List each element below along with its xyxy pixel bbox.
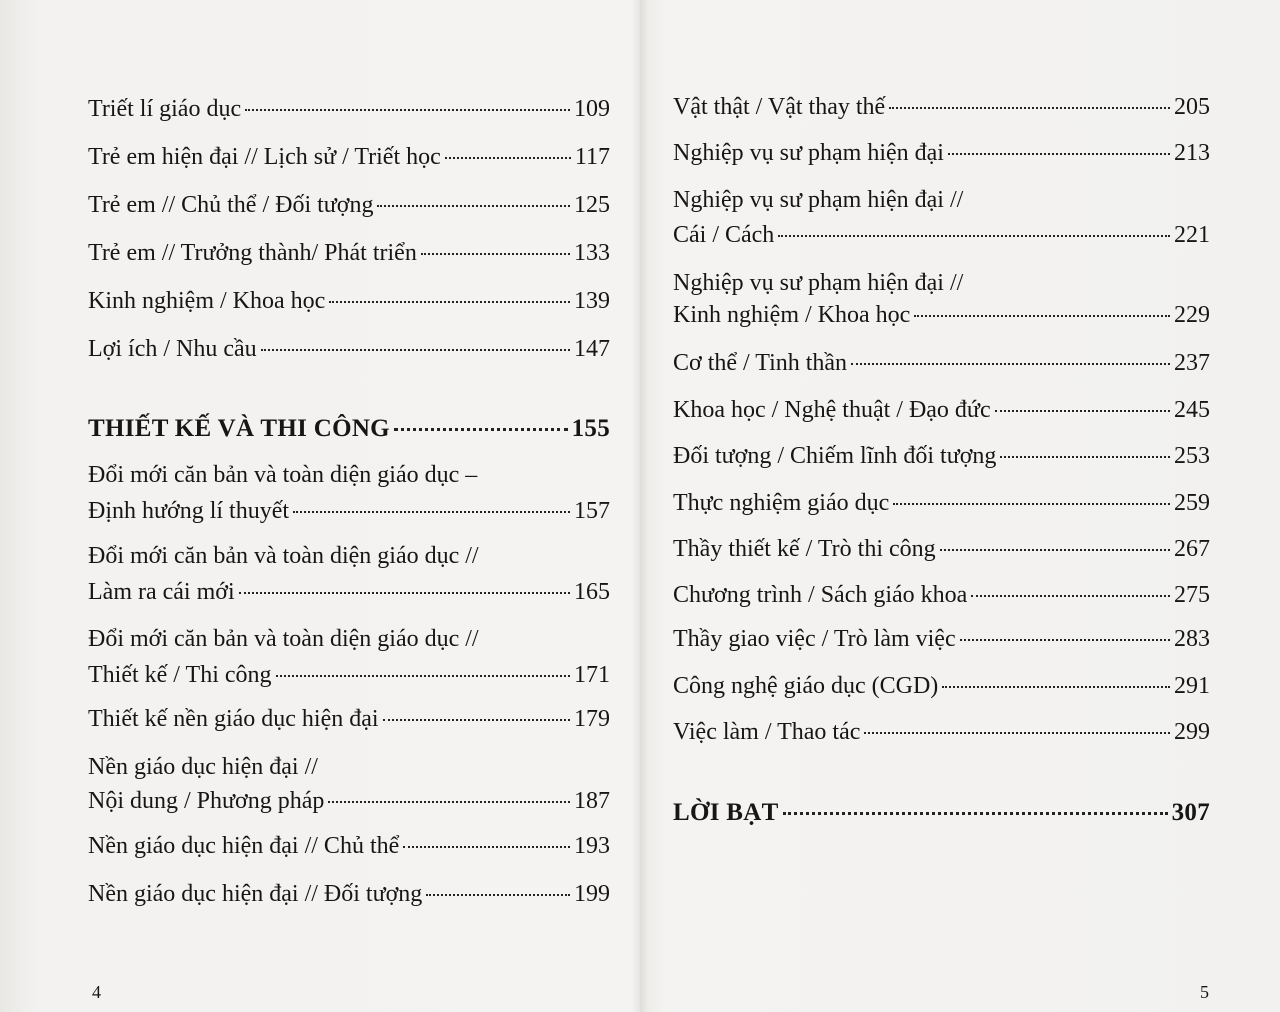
- toc-entry-title: Công nghệ giáo dục (CGD): [673, 673, 939, 699]
- toc-entry: [88, 142, 610, 172]
- closing-heading: [673, 798, 1210, 828]
- dot-leader: [293, 511, 570, 513]
- toc-entry-title-line: Nghiệp vụ sư phạm hiện đại //: [673, 270, 964, 296]
- toc-entry-title-line: Đổi mới căn bản và toàn diện giáo dục //: [88, 626, 479, 652]
- toc-entry-title: Nền giáo dục hiện đại // Chủ thể: [88, 833, 400, 859]
- page-number-right: 5: [1200, 982, 1209, 1002]
- toc-entry-title: Trẻ em // Trưởng thành/ Phát triển: [88, 240, 417, 266]
- dot-leader: [1000, 456, 1170, 458]
- dot-leader: [445, 157, 571, 159]
- dot-leader: [328, 801, 570, 803]
- book-gutter: [632, 0, 648, 1012]
- toc-entry-title-line: Định hướng lí thuyết: [88, 498, 290, 524]
- toc-entry-title: Việc làm / Thao tác: [673, 719, 861, 745]
- toc-entry-page: 253: [1174, 443, 1210, 469]
- closing-heading-title: LỜI BẠT: [673, 799, 779, 826]
- toc-entry: [88, 94, 610, 124]
- dot-leader: [864, 732, 1170, 734]
- dot-leader: [889, 107, 1170, 109]
- toc-entry: [88, 831, 610, 861]
- toc-entry: [673, 185, 1210, 250]
- dot-leader: [245, 109, 570, 111]
- toc-entry-title: Thực nghiệm giáo dục: [673, 490, 890, 516]
- dot-leader: [778, 235, 1170, 237]
- section-heading: [88, 414, 610, 444]
- toc-entry: [673, 348, 1210, 378]
- toc-entry-title: Triết lí giáo dục: [88, 96, 242, 122]
- toc-entry-page: 157: [574, 498, 610, 524]
- toc-entry-title: Trẻ em // Chủ thể / Đối tượng: [88, 192, 374, 218]
- toc-entry: [88, 624, 610, 690]
- dot-leader: [377, 205, 570, 207]
- toc-entry: [673, 268, 1210, 330]
- toc-entry-title: Khoa học / Nghệ thuật / Đạo đức: [673, 397, 991, 423]
- toc-entry-title-line: Cái / Cách: [673, 222, 775, 248]
- toc-entry-page: 283: [1174, 626, 1210, 652]
- toc-entry-title: Vật thật / Vật thay thế: [673, 94, 886, 120]
- toc-entry-page: 275: [1174, 582, 1210, 608]
- toc-entry-page: 125: [574, 192, 610, 218]
- toc-entry: [673, 671, 1210, 701]
- toc-entry: [88, 879, 610, 909]
- toc-entry: [88, 190, 610, 220]
- toc-entry-page: 267: [1174, 536, 1210, 562]
- dot-leader: [383, 719, 570, 721]
- toc-entry: [88, 704, 610, 734]
- toc-entry-title: Đối tượng / Chiếm lĩnh đối tượng: [673, 443, 997, 469]
- toc-entry-page: 213: [1174, 140, 1210, 166]
- page-number-left: 4: [92, 982, 101, 1002]
- toc-entry-page: 193: [574, 833, 610, 859]
- toc-entry: [88, 541, 610, 607]
- dot-leader: [851, 363, 1170, 365]
- toc-entry-page: 229: [1174, 302, 1210, 328]
- toc-entry: [88, 460, 610, 526]
- toc-entry: [673, 395, 1210, 425]
- toc-entry-page: 117: [574, 144, 610, 170]
- closing-heading-page: 307: [1171, 799, 1210, 826]
- toc-entry-page: 171: [574, 662, 610, 688]
- dot-leader: [942, 686, 1170, 688]
- toc-entry: [88, 334, 610, 364]
- dot-leader: [276, 675, 570, 677]
- dot-leader: [995, 410, 1170, 412]
- section-heading-title: THIẾT KẾ VÀ THI CÔNG: [88, 415, 390, 442]
- toc-entry-title: Lợi ích / Nhu cầu: [88, 336, 257, 362]
- toc-entry-page: 299: [1174, 719, 1210, 745]
- toc-entry: [88, 752, 610, 816]
- toc-entry-title: Kinh nghiệm / Khoa học: [88, 288, 326, 314]
- toc-entry-page: 109: [574, 96, 610, 122]
- toc-entry-page: 199: [574, 881, 610, 907]
- toc-entry-page: 237: [1174, 350, 1210, 376]
- dot-leader: [426, 894, 570, 896]
- toc-entry: [88, 238, 610, 268]
- toc-entry: [673, 488, 1210, 518]
- toc-entry-title: Chương trình / Sách giáo khoa: [673, 582, 968, 608]
- toc-entry-page: 187: [574, 788, 610, 814]
- toc-entry-page: 165: [574, 579, 610, 605]
- toc-entry-page: 147: [574, 336, 610, 362]
- toc-entry-title-line: Kinh nghiệm / Khoa học: [673, 302, 911, 328]
- toc-entry: [673, 624, 1210, 654]
- dot-leader: [403, 846, 570, 848]
- toc-entry-title-line: Đổi mới căn bản và toàn diện giáo dục //: [88, 543, 479, 569]
- dot-leader: [914, 315, 1170, 317]
- toc-entry: [673, 534, 1210, 564]
- toc-entry-title: Thầy thiết kế / Trò thi công: [673, 536, 936, 562]
- toc-entry-page: 179: [574, 706, 610, 732]
- toc-entry: [673, 580, 1210, 610]
- toc-entry-page: 291: [1174, 673, 1210, 699]
- toc-entry-page: 245: [1174, 397, 1210, 423]
- toc-entry-title: Trẻ em hiện đại // Lịch sử / Triết học: [88, 144, 441, 170]
- dot-leader: [783, 812, 1168, 815]
- toc-entry-title: Nền giáo dục hiện đại // Đối tượng: [88, 881, 423, 907]
- toc-entry-page: 259: [1174, 490, 1210, 516]
- toc-entry-title-line: Thiết kế / Thi công: [88, 662, 272, 688]
- toc-entry-page: 133: [574, 240, 610, 266]
- dot-leader: [261, 349, 570, 351]
- toc-entry-title: Nghiệp vụ sư phạm hiện đại: [673, 140, 944, 166]
- toc-entry-page: 221: [1174, 222, 1210, 248]
- toc-entry-page: 139: [574, 288, 610, 314]
- dot-leader: [948, 153, 1170, 155]
- toc-entry-title: Cơ thể / Tinh thần: [673, 350, 848, 376]
- toc-entry: [673, 92, 1210, 122]
- toc-entry-title-line: Nghiệp vụ sư phạm hiện đại //: [673, 187, 964, 213]
- section-heading-page: 155: [571, 415, 610, 442]
- dot-leader: [940, 549, 1170, 551]
- dot-leader: [893, 503, 1170, 505]
- toc-entry-title: Thầy giao việc / Trò làm việc: [673, 626, 956, 652]
- dot-leader: [329, 301, 570, 303]
- toc-entry: [673, 441, 1210, 471]
- dot-leader: [960, 639, 1170, 641]
- toc-entry: [673, 717, 1210, 747]
- dot-leader: [394, 428, 568, 431]
- toc-entry: [88, 286, 610, 316]
- toc-entry-title-line: Nền giáo dục hiện đại //: [88, 754, 318, 780]
- toc-entry-title-line: Nội dung / Phương pháp: [88, 788, 325, 814]
- toc-entry: [673, 138, 1210, 168]
- toc-entry-page: 205: [1174, 94, 1210, 120]
- toc-entry-title-line: Làm ra cái mới: [88, 579, 235, 605]
- dot-leader: [421, 253, 570, 255]
- dot-leader: [971, 595, 1170, 597]
- toc-entry-title-line: Đổi mới căn bản và toàn diện giáo dục –: [88, 462, 478, 488]
- dot-leader: [239, 592, 570, 594]
- toc-entry-title: Thiết kế nền giáo dục hiện đại: [88, 706, 379, 732]
